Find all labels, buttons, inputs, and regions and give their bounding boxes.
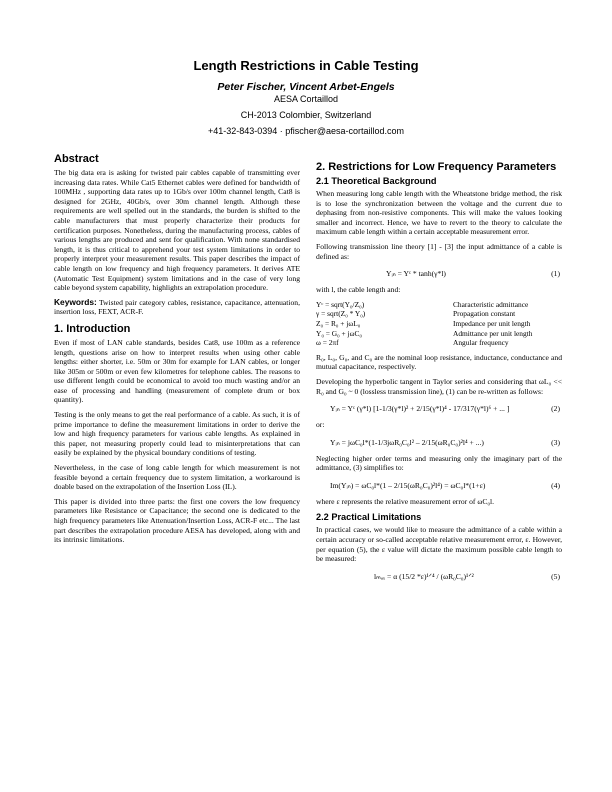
paper-title: Length Restrictions in Cable Testing [193,58,419,73]
body-paragraph: In practical cases, we would like to measure the admittance of a cable within a certain accuracy or so-called acceptable relative measurement error, ε. However, per equation (5), the ε value will dictate the maximum possible cable length to be measured: [316,525,562,564]
definition-row [316,309,562,319]
equation-2 [316,401,562,416]
keywords [54,298,300,317]
body-paragraph: When measuring long cable length with the Wheatstone bridge method, the risk is to lose the synchronization between the voltage and the current due to dephasing from non-resistive components. This will make the values looking smaller and incorrect. Hence, we have to revert to the theory to calculate the maximum cable length within a certain acceptable measurement error. [316,189,562,237]
abstract-text: The big data era is asking for twisted pair cables capable of transmitting ever increasing data rates. While Cat5 Ethernet cables were defined for bandwidth of 100MHz , supporting data rates up to 1Gb/s over 100m channel length, Cat8 is designed for 2GHz, 40Gb/s, over 30m channel length. Although these requirements are well spelled out in the standards, the burden is shifted to the cable manufacturers that must properly characterize their products for certification purposes. Nonetheless, during the manufacturing process, cables of various lengths are produced and sent for qualification. With none standardised length, it is thus critical to apprehend your test system limitations in order to properly interpret your measurement results. This paper describes the impact of cable length on low frequency and high frequency parameters. It derives ATE (Automatic Test Equipment) system limitations and in the case of very long cable beyond system capability, highlights an extrapolation procedure. [54,168,300,293]
intro-paragraph: Nevertheless, in the case of long cable length for which measurement is not feasible beyond a certain frequency due to system limitation, a workaround is doable based on the extrapolation of the Insertion Loss (IL). [54,463,300,492]
definition-description: Impedance per unit length [453,318,531,328]
section-2-1-heading: 2.1 Theoretical Background [316,176,437,186]
introduction-heading: 1. Introduction [54,322,131,335]
author-organization: AESA Cortaillod [273,94,339,104]
body-paragraph: R₀, L₀, G₀, and C₀ are the nominal loop resistance, inductance, conductance and mutual capacitance, respectively. [316,352,562,372]
body-paragraph: or: [316,420,325,430]
section-2-2-heading: 2.2 Practical Limitations [316,512,422,523]
definition-description: Propagation constant [453,309,516,319]
definition-description: Angular frequency [453,338,509,348]
intro-paragraph: Even if most of LAN cable standards, besides Cat8, use 100m as a reference length, questions arise on how to interpret results when using other cable lengths: either shorter, i.e. 50m or 30m for example for LAN cables, or longer like 305m or 500m or even few kilometres for telephone cables. The reasons to use different length could be economical to avoid too much wasting and/or an ease of processing and handling (measurement of complete drum or box quantity). [54,337,300,405]
intro-paragraph: Testing is the only means to get the real performance of a cable. As such, it is of prime importance to define the measurement limitations in order to derive the low and high frequency parameters for various cable lengths. As explained in this paper, not measuring properly could lead to misinterpretations that can easily be explained by the physical boundary conditions of testing. [54,410,300,458]
keywords-label: Keywords: [54,296,97,307]
definition-description: Admittance per unit length [453,328,533,338]
paper-authors: Peter Fischer, Vincent Arbet-Engels [217,81,395,93]
equation-4-number: (4) [551,480,560,490]
intro-paragraph: This paper is divided into three parts: the first one covers the low frequency parameters like Resistance or Capacitance; the second one is dedicated to the high frequency parameters like Attenuation/Insertion Loss, ACR-F etc... The last part describes the extrapolation procedure AESA has developed, along with and its intrinsic limitations. [54,496,300,545]
body-paragraph: with l, the cable length and: [316,285,401,295]
abstract-heading: Abstract [54,153,99,165]
equation-3-math: Yᵢₙ = jωC₀l*(1-1/3jωR₀C₀l² – 2/15(ωR₀C₀)²l⁴ + ...) [330,437,484,447]
equation-1-math: Yᵢₙ = Yᶜ * tanh(γ*l) [386,269,446,279]
right-column [316,153,562,588]
body-paragraph: Neglecting higher order terms and measuring only the imaginary part of the admittance, (3) simplifies to: [316,453,562,473]
body-paragraph: where ε represents the relative measurement error of ωC₀l. [316,496,495,506]
definition-symbol: Z₀ = R₀ + jωL₀ [316,318,361,328]
definitions-list [316,300,562,348]
equation-3-number: (3) [551,437,560,447]
equation-5 [316,569,562,584]
equation-5-math: lₘₐₓ = α (15/2 *ε)¹ᐟ⁴ / (ωR₀C₀)¹ᐟ² [374,571,474,581]
definition-row [316,319,562,329]
definition-row [316,338,562,348]
equation-2-number: (2) [551,404,560,414]
definition-symbol: γ = sqrt(Z₀ * Y₀) [316,309,366,319]
definition-row [316,300,562,310]
equation-1-number: (1) [551,269,560,279]
author-contact: +41-32-843-0394 · pfischer@aesa-cortaillod.com [208,126,404,136]
equation-4-math: Im(Yᵢₙ) = ωC₀l*(1 – 2/15(ωR₀C₀)²l⁴) = ωC₀l*(1+ε) [330,480,486,490]
definition-description: Characteristic admittance [453,299,529,309]
equation-1 [316,266,562,281]
keywords-text: Twisted pair category cables, resistance, capacitance, attenuation, insertion loss, FEXT, ACR-F. [54,297,300,317]
body-paragraph: Following transmission line theory [1] - [3] the input admittance of a cable is defined as: [316,241,562,261]
author-address: CH-2013 Colombier, Switzerland [240,110,372,120]
equation-2-math: Yᵢₙ = Yᶜ (γ*l) [1-1/3(γ*l)² + 2/15(γ*l)⁴ - 17/317(γ*l)⁶ + ... ] [330,404,510,414]
equation-4 [316,478,562,493]
definition-symbol: Yᶜ = sqrt(Y₀/Z₀) [316,299,365,309]
equation-3 [316,435,562,450]
equation-5-number: (5) [551,571,560,581]
left-column [54,153,300,550]
definition-symbol: Y₀ = G₀ + jωC₀ [316,328,362,338]
section-2-heading: 2. Restrictions for Low Frequency Parameters [316,161,557,173]
body-paragraph: Developing the hyperbolic tangent in Taylor series and considering that ωL₀ << R₀ and G₀ ~ 0 (lossless transmission line), (1) can be re-written as follows: [316,376,562,396]
definition-symbol: ω = 2πf [316,338,339,348]
definition-row [316,329,562,339]
